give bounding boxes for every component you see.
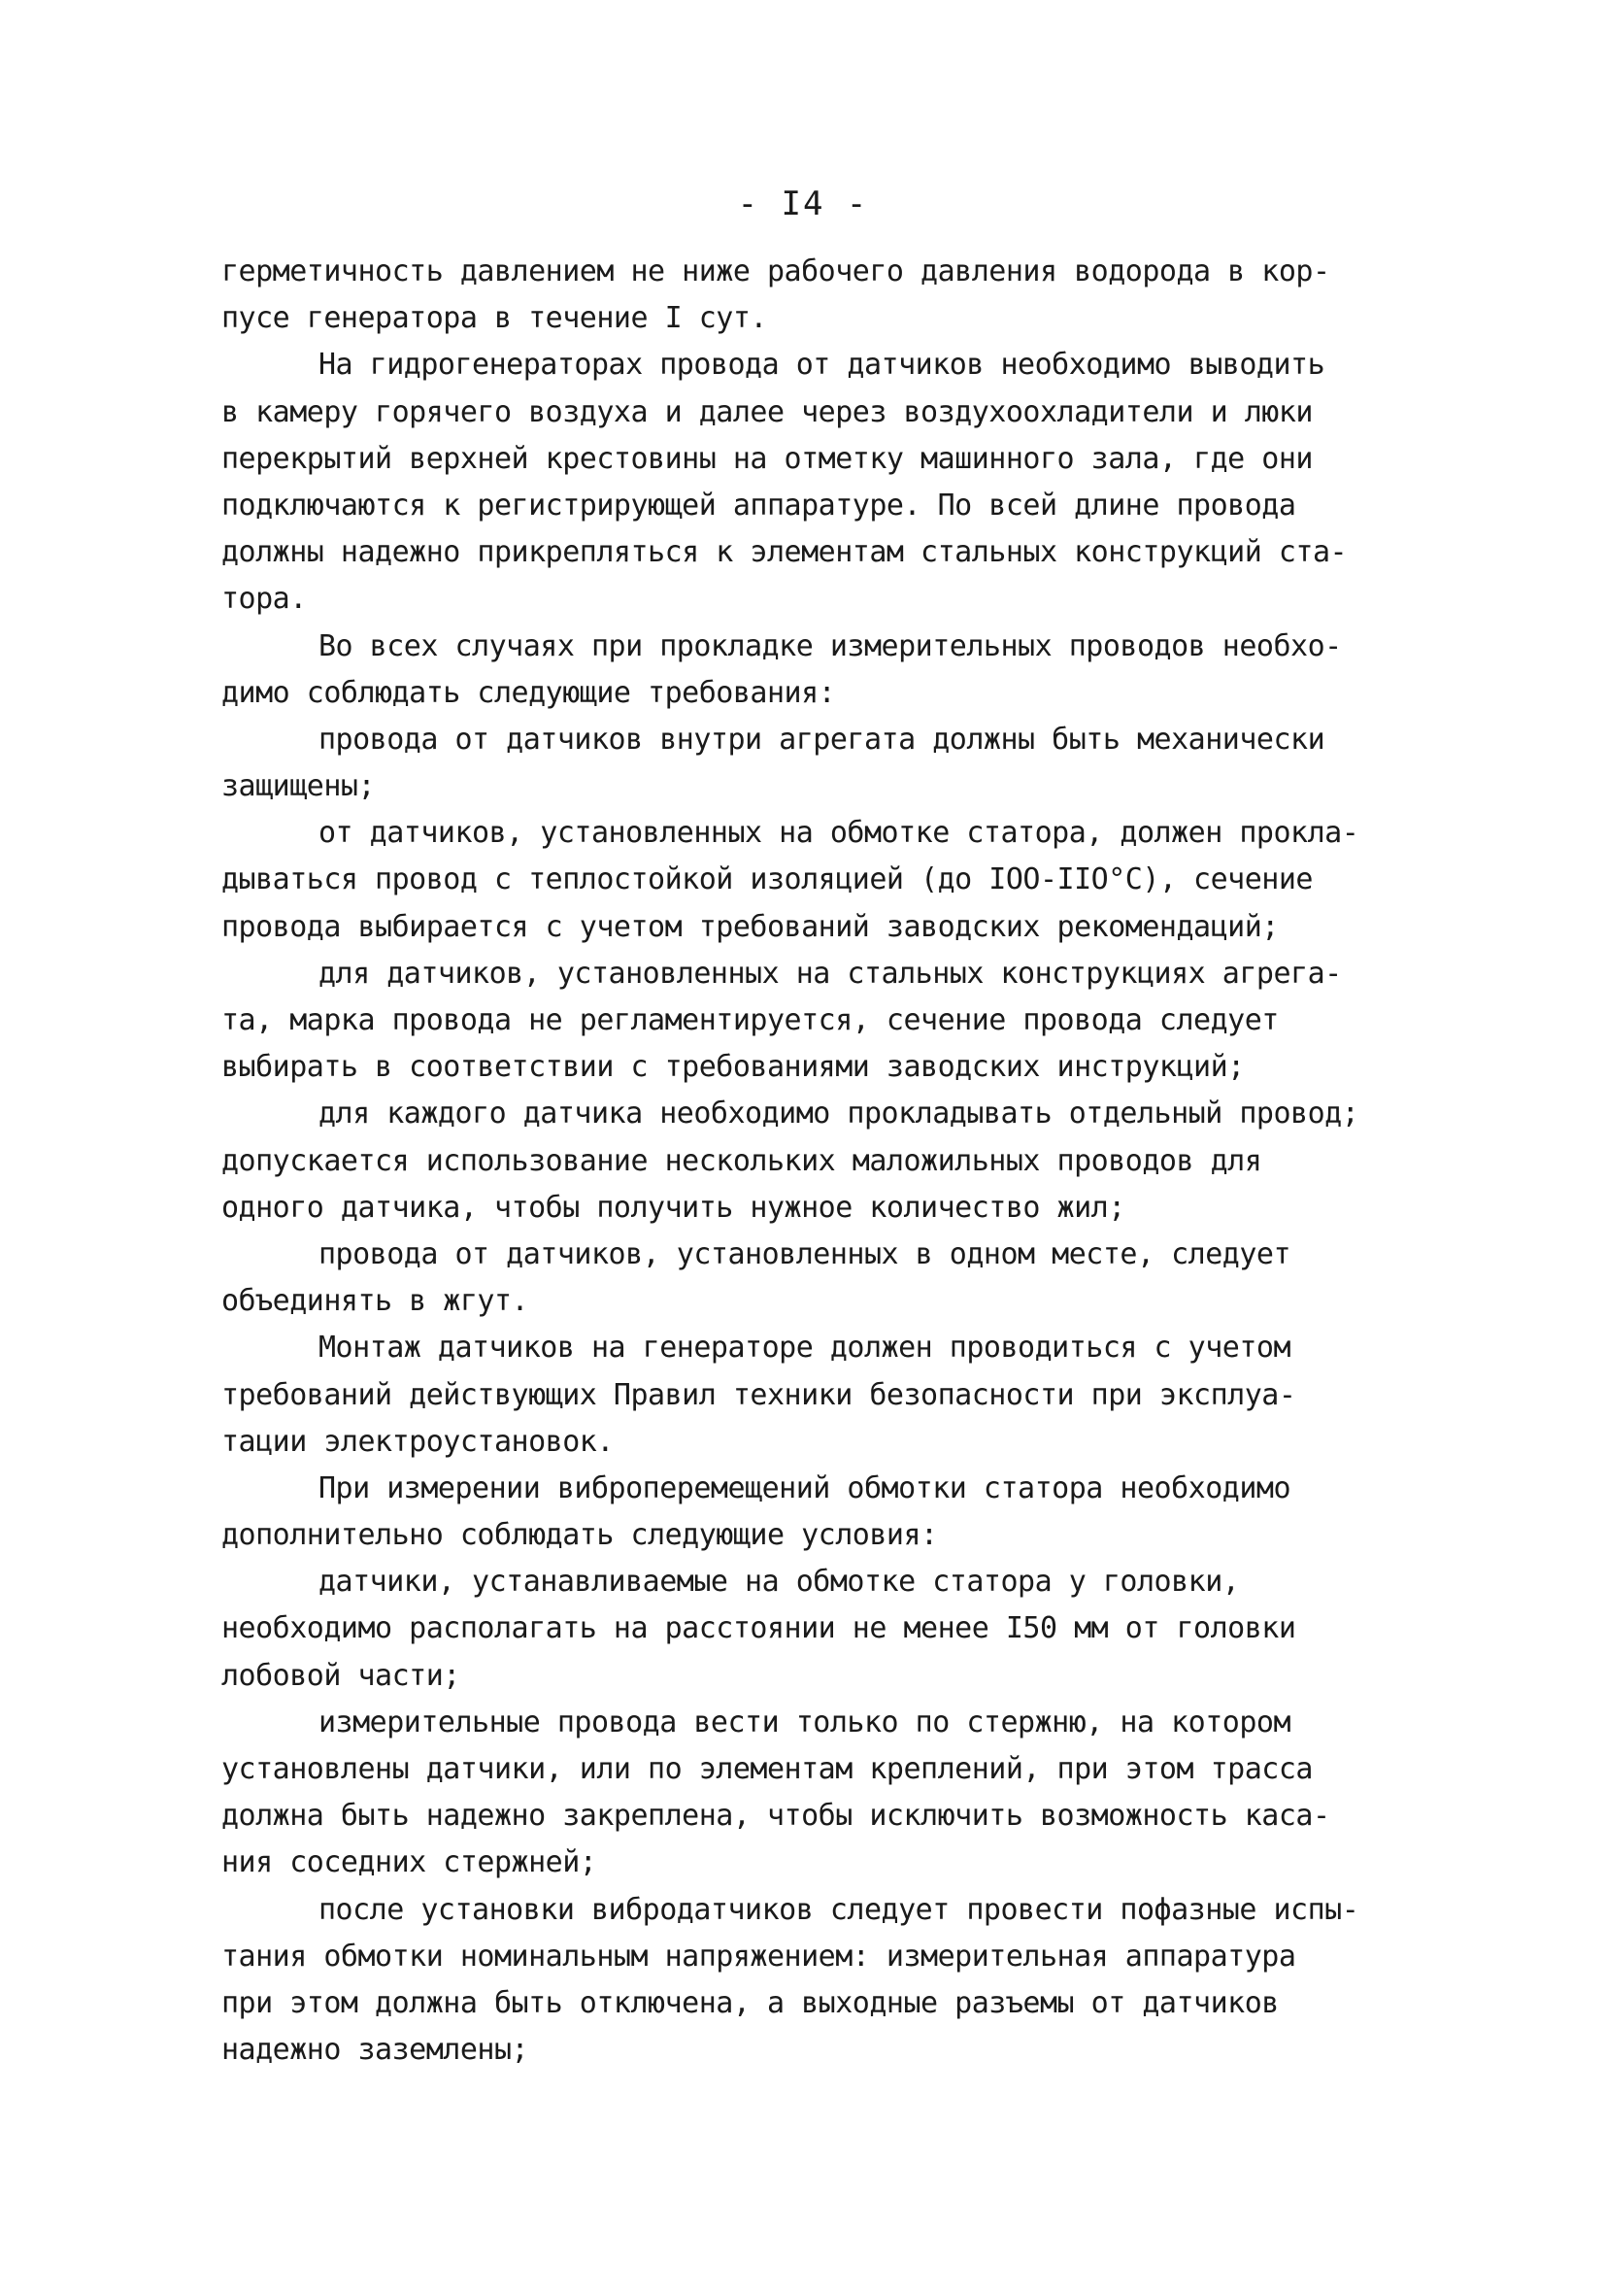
text-line: дываться провод с теплостойкой изоляцией (до IOO-IIO°C), сечение xyxy=(221,862,1313,897)
text-line: необходимо располагать на расстоянии не менее I50 мм от головки xyxy=(221,1611,1296,1646)
text-line: При измерении виброперемещений обмотки статора необходимо xyxy=(318,1470,1291,1505)
text-line: датчики, устанавливаемые на обмотке статора у головки, xyxy=(318,1565,1240,1600)
text-line: после установки вибродатчиков следует провести пофазные испы- xyxy=(318,1892,1359,1927)
text-line: объединять в жгут. xyxy=(221,1284,529,1319)
text-line: пусе генератора в течение I сут. xyxy=(221,301,767,336)
text-line: провода выбирается с учетом требований заводских рекомендаций; xyxy=(221,909,1279,944)
text-line: тора. xyxy=(221,582,307,617)
text-line: тания обмотки номинальным напряжением: измерительная аппаратура xyxy=(221,1939,1296,1974)
text-line: герметичность давлением не ниже рабочего давления водорода в кор- xyxy=(221,254,1330,288)
body-text xyxy=(221,249,1503,2074)
text-line: допускается использование нескольких маложильных проводов для xyxy=(221,1143,1262,1178)
text-line: провода от датчиков, установленных в одном месте, следует xyxy=(318,1236,1291,1271)
text-line: димо соблюдать следующие требования: xyxy=(221,675,836,710)
text-line: для каждого датчика необходимо прокладывать отдельный провод; xyxy=(318,1097,1359,1131)
text-line: лобовой части; xyxy=(221,1658,460,1693)
text-line: от датчиков, установленных на обмотке статора, должен прокла- xyxy=(318,816,1359,851)
text-line: ния соседних стержней; xyxy=(221,1845,597,1880)
text-line: перекрытий верхней крестовины на отметку машинного зала, где они xyxy=(221,441,1313,476)
text-line: На гидрогенераторах провода от датчиков необходимо выводить xyxy=(318,348,1325,383)
text-line: выбирать в соответствии с требованиями заводских инструкций; xyxy=(221,1050,1245,1085)
text-line: при этом должна быть отключена, а выходные разъемы от датчиков xyxy=(221,1985,1279,2020)
page-number: - I4 - xyxy=(737,185,869,223)
text-line: Во всех случаях при прокладке измерительных проводов необхо- xyxy=(318,628,1342,663)
text-line: Монтаж датчиков на генераторе должен проводиться с учетом xyxy=(318,1331,1291,1366)
text-line: должны надежно прикрепляться к элементам стальных конструкций ста- xyxy=(221,535,1348,570)
text-line: одного датчика, чтобы получить нужное количество жил; xyxy=(221,1190,1125,1225)
text-line: надежно заземлены; xyxy=(221,2033,529,2068)
text-line: защищены; xyxy=(221,769,376,804)
text-line: должна быть надежно закреплена, чтобы исключить возможность каса- xyxy=(221,1799,1330,1834)
text-line: установлены датчики, или по элементам креплений, при этом трасса xyxy=(221,1752,1313,1786)
text-line: дополнительно соблюдать следующие условия: xyxy=(221,1518,938,1553)
text-line: провода от датчиков внутри агрегата должны быть механически xyxy=(318,722,1325,757)
text-line: тации электроустановок. xyxy=(221,1424,614,1459)
text-line: та, марка провода не регламентируется, сечение провода следует xyxy=(221,1003,1279,1037)
text-line: для датчиков, установленных на стальных конструкциях агрега- xyxy=(318,956,1342,991)
text-line: требований действующих Правил техники безопасности при эксплуа- xyxy=(221,1377,1296,1412)
text-line: измерительные провода вести только по стержню, на котором xyxy=(318,1705,1291,1739)
text-line: в камеру горячего воздуха и далее через воздухоохладители и люки xyxy=(221,394,1313,429)
text-line: подключаются к регистрирующей аппаратуре. По всей длине провода xyxy=(221,488,1296,523)
